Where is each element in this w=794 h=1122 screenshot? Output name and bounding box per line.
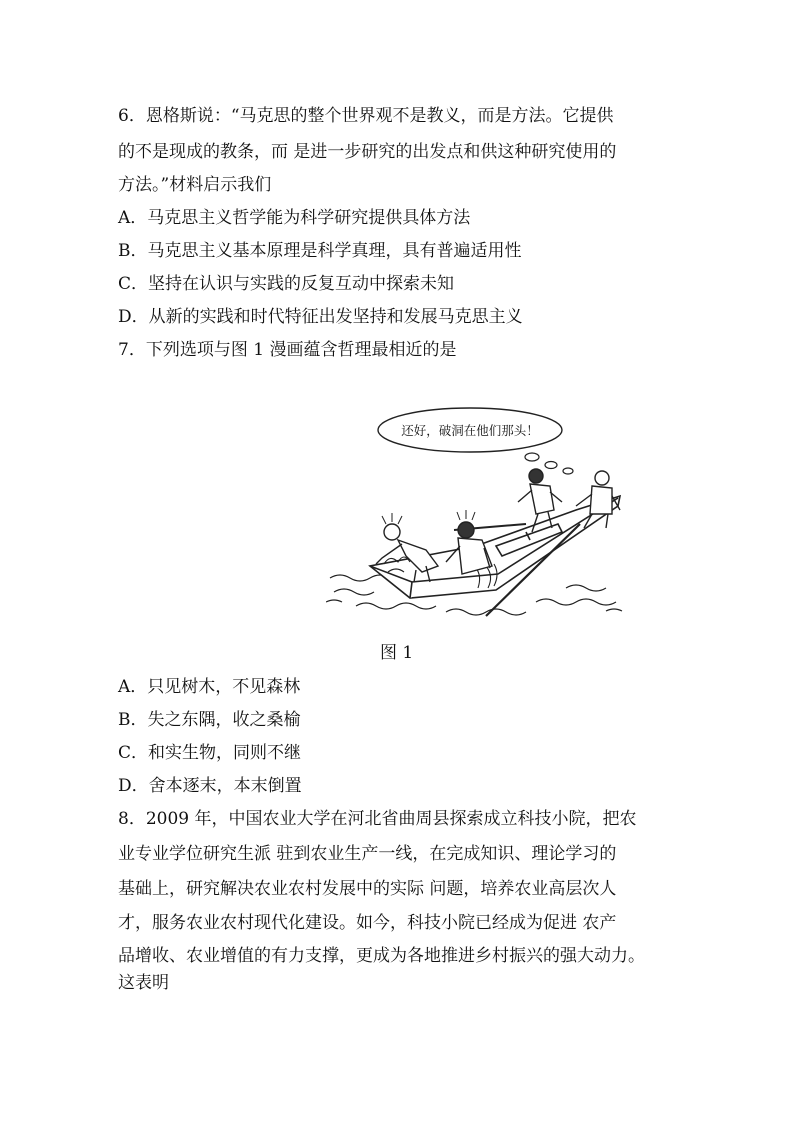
q8-stem-line-3: 基础上，研究解决农业农村发展中的实际 问题，培养农业高层次人 [118, 879, 617, 899]
q7-option-a: A．只见树木，不见森林 [118, 677, 301, 697]
q8-stem-line-2: 业专业学位研究生派 驻到农业生产一线，在完成知识、理论学习的 [118, 844, 617, 864]
q6-option-d: D．从新的实践和时代特征出发坚持和发展马克思主义 [118, 307, 523, 327]
figure-caption: 图 1 [380, 643, 414, 663]
q8-stem-line-6: 这表明 [118, 973, 169, 993]
q7-option-b: B．失之东隅，收之桑榆 [118, 710, 301, 730]
q8-stem-line-5: 品增收、农业增值的有力支撑，更成为各地推进乡村振兴的强大动力。 [118, 946, 645, 966]
q7-stem: 7．下列选项与图 1 漫画蕴含哲理最相近的是 [118, 340, 457, 360]
q7-option-c: C．和实生物，同则不继 [118, 743, 302, 763]
q8-stem-line-4: 才，服务农业农村现代化建设。如今，科技小院已经成为促进 农产 [118, 913, 617, 933]
q6-option-a: A．马克思主义哲学能为科学研究提供具体方法 [118, 208, 471, 228]
leaking-boat-cartoon [326, 406, 634, 622]
q6-stem-line-2: 的不是现成的教条，而 是进一步研究的出发点和供这种研究使用的 [118, 142, 617, 162]
q8-stem-line-1: 8．2009 年，中国农业大学在河北省曲周县探索成立科技小院，把农 [118, 809, 637, 829]
q6-stem-line-1: 6．恩格斯说：“马克思的整个世界观不是教义，而是方法。它提供 [118, 106, 614, 126]
speech-bubble-text: 还好，破洞在他们那头！ [401, 423, 539, 438]
q6-option-c: C．坚持在认识与实践的反复互动中探索未知 [118, 274, 455, 294]
cartoon-figure [326, 406, 634, 622]
q7-option-d: D．舍本逐末，本末倒置 [118, 776, 302, 796]
q6-stem-line-3: 方法。”材料启示我们 [118, 175, 272, 195]
q6-option-b: B．马克思主义基本原理是科学真理，具有普遍适用性 [118, 241, 522, 261]
